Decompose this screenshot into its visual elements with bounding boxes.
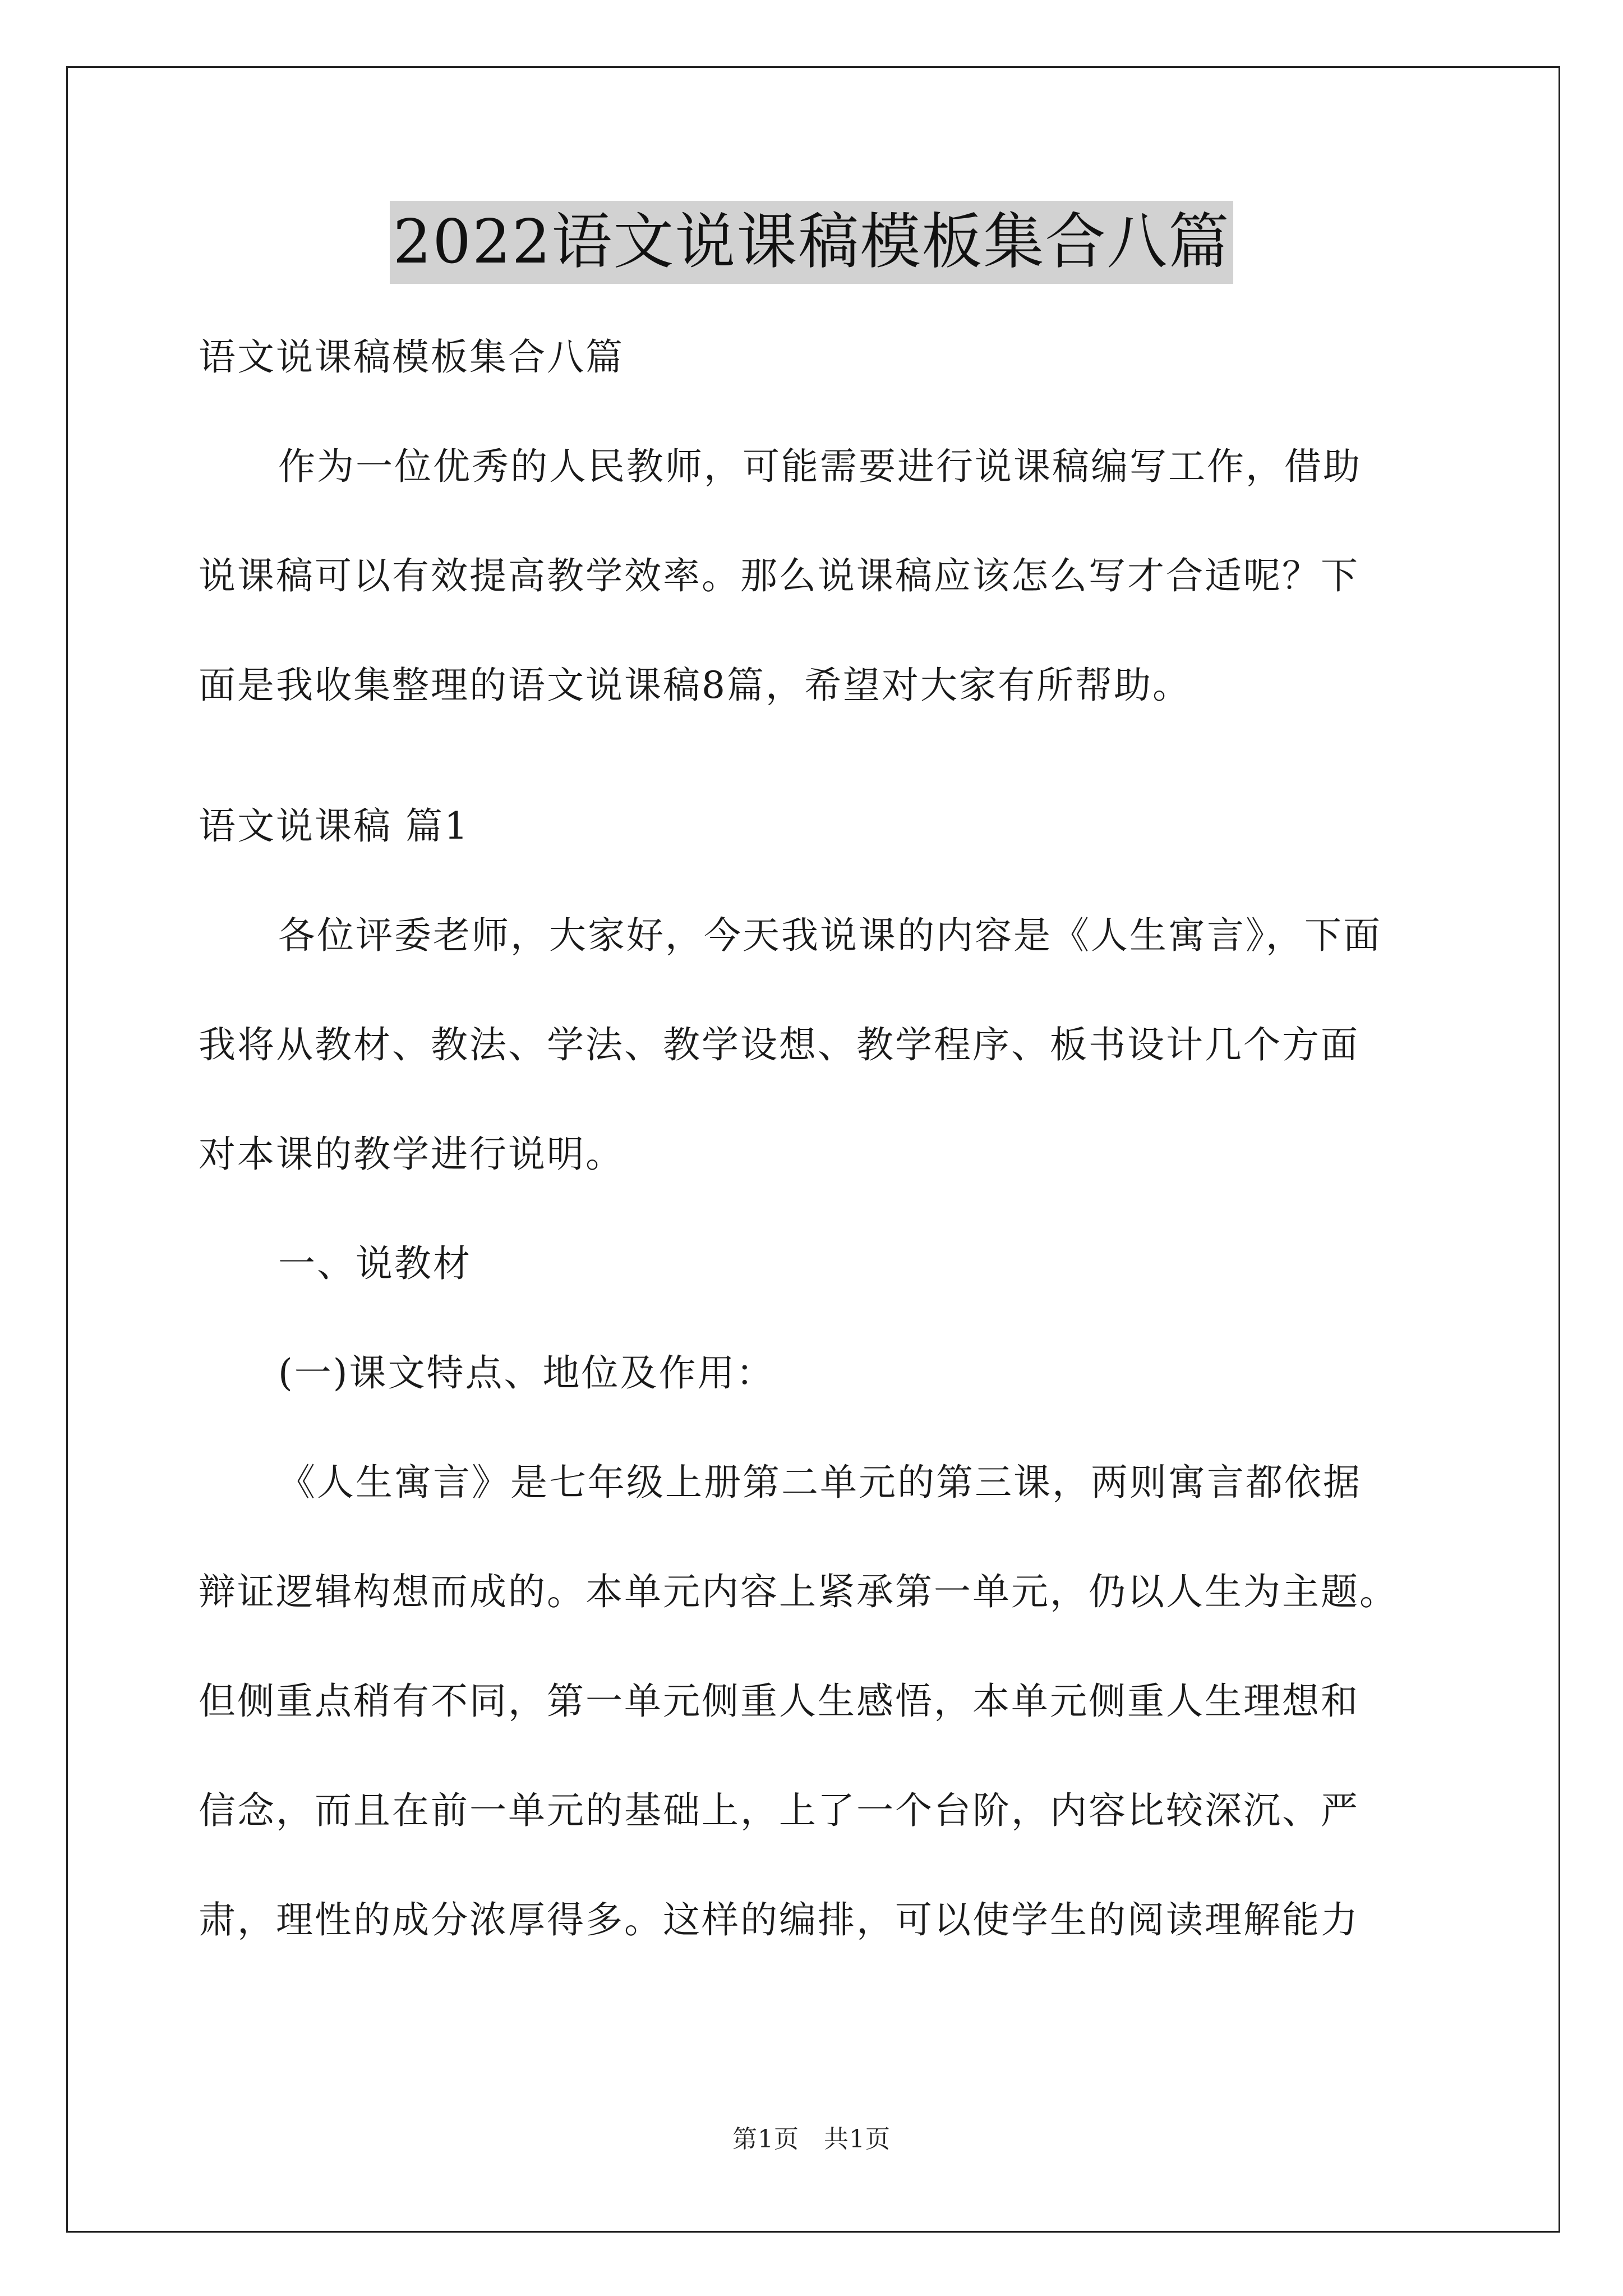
sub-heading: (一)课文特点、地位及作用： bbox=[278, 1351, 775, 1395]
body-line: 信念，而且在前一单元的基础上，上了一个台阶，内容比较深沉、严 bbox=[199, 1789, 1359, 1832]
section-heading: 语文说课稿 篇1 bbox=[199, 804, 469, 848]
opening-line: 我将从教材、教法、学法、教学设想、教学程序、板书设计几个方面 bbox=[199, 1023, 1359, 1066]
body-line: 但侧重点稍有不同，第一单元侧重人生感悟，本单元侧重人生理想和 bbox=[199, 1680, 1359, 1723]
body-line: 辩证逻辑构想而成的。本单元内容上紧承第一单元，仍以人生为主题。 bbox=[199, 1570, 1398, 1613]
intro-line: 作为一位优秀的人民教师，可能需要进行说课稿编写工作，借助 bbox=[278, 445, 1362, 488]
page-number: 第1页 bbox=[732, 2125, 799, 2154]
title-container bbox=[0, 201, 1623, 284]
opening-line: 各位评委老师，大家好，今天我说课的内容是《人生寓言》，下面 bbox=[278, 914, 1382, 957]
page-footer bbox=[0, 2123, 1623, 2156]
part-heading: 一、说教材 bbox=[278, 1242, 472, 1285]
body-line: 《人生寓言》是七年级上册第二单元的第三课，两则寓言都依据 bbox=[278, 1461, 1362, 1504]
intro-line: 说课稿可以有效提高教学效率。那么说课稿应该怎么写才合适呢？下 bbox=[199, 554, 1359, 597]
body-line: 肃，理性的成分浓厚得多。这样的编排，可以使学生的阅读理解能力 bbox=[199, 1898, 1359, 1941]
document-title: 2022语文说课稿模板集合八篇 bbox=[390, 201, 1234, 284]
page-total: 共1页 bbox=[824, 2125, 891, 2154]
intro-line: 面是我收集整理的语文说课稿8篇，希望对大家有所帮助。 bbox=[199, 664, 1191, 707]
opening-line: 对本课的教学进行说明。 bbox=[199, 1133, 624, 1176]
document-body bbox=[199, 330, 1460, 2002]
document-subtitle: 语文说课稿模板集合八篇 bbox=[199, 335, 624, 379]
